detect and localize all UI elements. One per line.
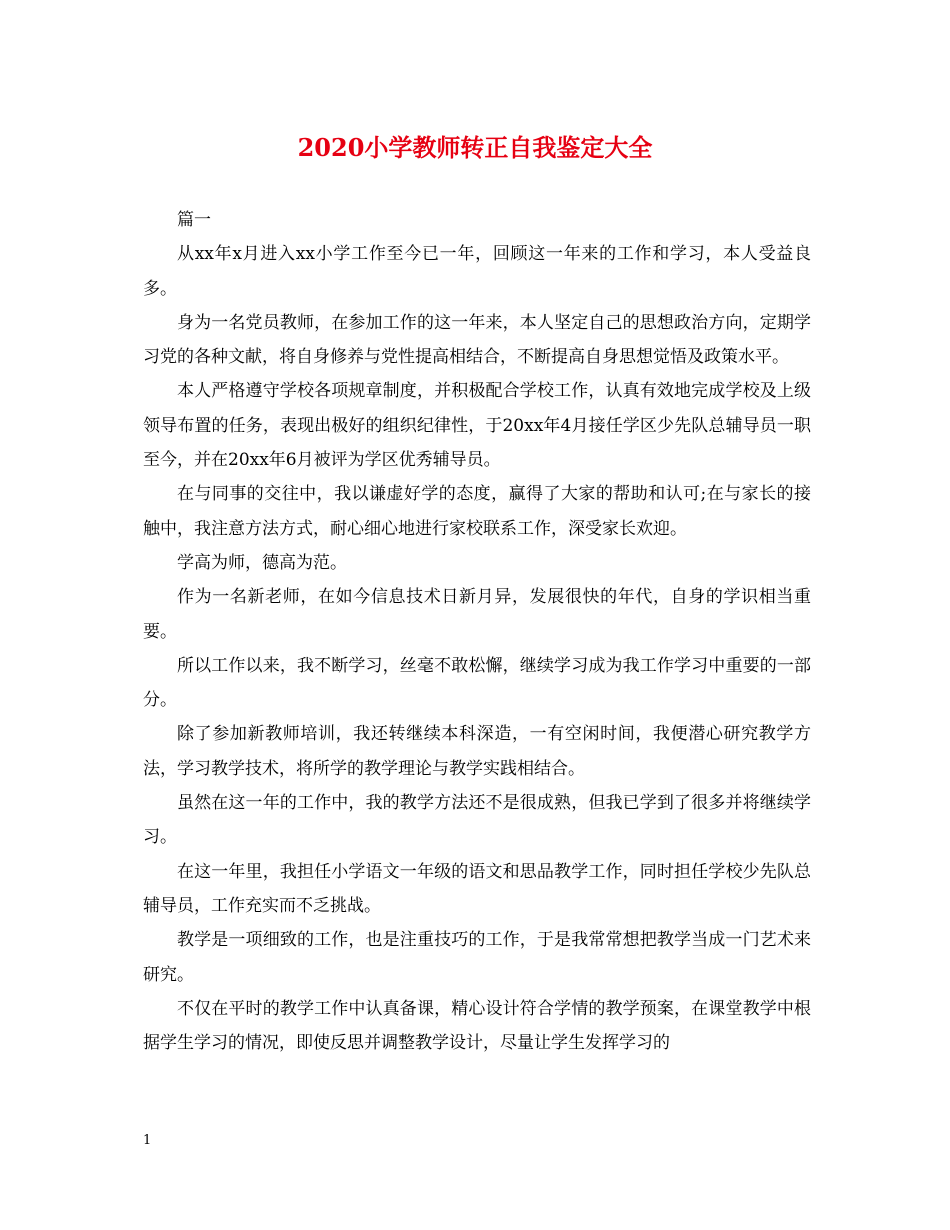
paragraph: 教学是一项细致的工作，也是注重技巧的工作，于是我常常想把教学当成一门艺术来研究。 (143, 930, 811, 985)
document-body (143, 203, 811, 1060)
paragraph: 作为一名新老师，在如今信息技术日新月异，发展很快的年代，自身的学识相当重要。 (143, 587, 811, 642)
paragraph: 本人严格遵守学校各项规章制度，并积极配合学校工作，认真有效地完成学校及上级领导布置的任务，表现出极好的组织纪律性，于20xx年4月接任学区少先队总辅导员一职至今，并在20xx年6月被评为学区优秀辅导员。 (143, 381, 811, 471)
paragraph: 从xx年x月进入xx小学工作至今已一年，回顾这一年来的工作和学习，本人受益良多。 (143, 244, 811, 299)
paragraph: 在这一年里，我担任小学语文一年级的语文和思品教学工作，同时担任学校少先队总辅导员，工作充实而不乏挑战。 (143, 861, 811, 916)
paragraph: 身为一名党员教师，在参加工作的这一年来，本人坚定自己的思想政治方向，定期学习党的各种文献，将自身修养与党性提高相结合，不断提高自身思想觉悟及政策水平。 (143, 312, 811, 368)
paragraph: 在与同事的交往中，我以谦虚好学的态度，赢得了大家的帮助和认可;在与家长的接触中，我注意方法方式，耐心细心地进行家校联系工作，深受家长欢迎。 (143, 484, 811, 539)
paragraph: 学高为师，德高为范。 (177, 552, 347, 573)
paragraph: 不仅在平时的教学工作中认真备课，精心设计符合学情的教学预案，在课堂教学中根据学生学习的情况，即使反思并调整教学设计，尽量让学生发挥学习的 (143, 998, 811, 1054)
paragraph: 虽然在这一年的工作中，我的教学方法还不是很成熟，但我已学到了很多并将继续学习。 (143, 793, 811, 848)
page-number: 1 (143, 1133, 152, 1148)
document-title: 2020小学教师转正自我鉴定大全 (297, 133, 653, 162)
paragraph: 除了参加新教师培训，我还转继续本科深造，一有空闲时间，我便潜心研究教学方法，学习教学技术，将所学的教学理论与教学实践相结合。 (143, 724, 811, 779)
section-heading: 篇一 (177, 210, 211, 230)
paragraph: 所以工作以来，我不断学习，丝毫不敢松懈，继续学习成为我工作学习中重要的一部分。 (143, 655, 811, 711)
